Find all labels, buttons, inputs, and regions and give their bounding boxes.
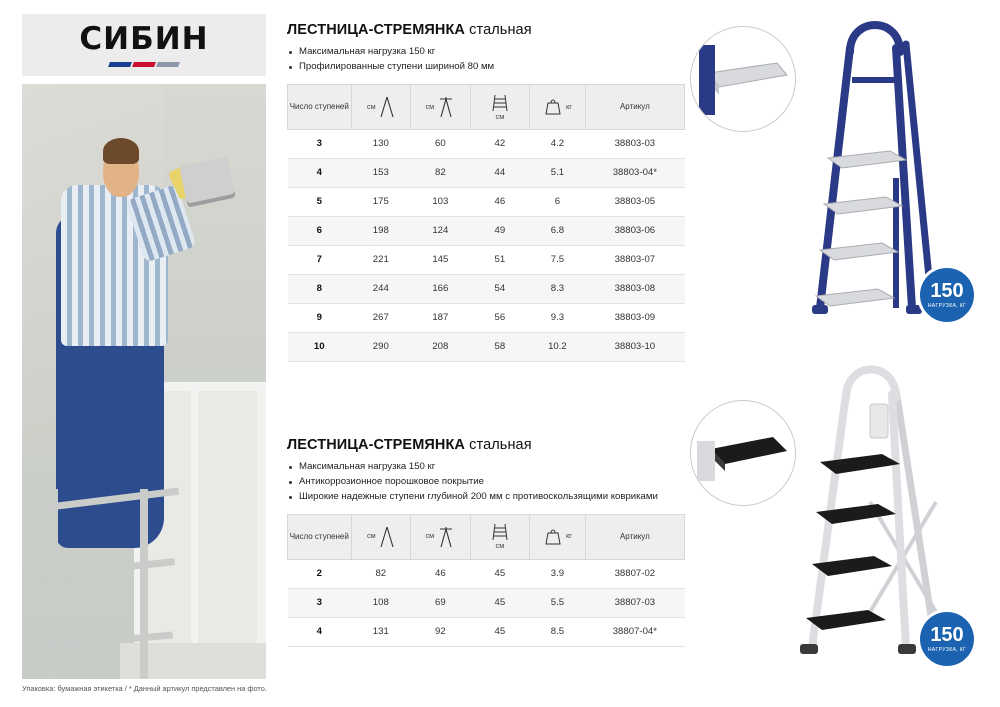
col-height: см [351,84,411,129]
brand-stripes [108,62,180,67]
table-row: 10 290 208 58 10.2 38803-10 [288,332,685,361]
feature-item: Максимальная нагрузка 150 кг [287,45,685,60]
weight-icon [543,98,563,115]
col-height: см [351,514,411,559]
feature-list-1 [287,45,685,75]
table-row: 4 131 92 45 8.5 38807-04* [288,617,685,646]
spec-table-1 [287,84,685,362]
col-steps-count: Число ступеней [288,84,352,129]
height-icon [379,526,395,548]
feature-item: Антикоррозионное порошковое покрытие [287,475,685,490]
table-row: 3 130 60 42 4.2 38803-03 [288,129,685,158]
col-width: см [470,84,530,129]
spec-table-2 [287,514,685,647]
worker-on-stepladder-photo [22,84,266,679]
width-icon [490,93,510,113]
width-icon [490,522,510,542]
table-row: 6 198 124 49 6.8 38803-06 [288,216,685,245]
step-detail-callout-1 [690,26,796,132]
height-icon [379,96,395,118]
col-article: Артикул [585,514,684,559]
spec-table-2-body [288,559,685,646]
feature-item: Максимальная нагрузка 150 кг [287,460,685,475]
feature-list-2 [287,460,685,505]
col-steps-count: Число ступеней [288,514,352,559]
col-width: см [470,514,530,559]
table-row: 2 82 46 45 3.9 38807-02 [288,559,685,588]
table-header-row [288,84,685,129]
feature-item: Широкие надежные ступени глубиной 200 мм с противоскользящими ковриками [287,490,685,505]
col-article: Артикул [585,84,684,129]
weight-icon [543,528,563,545]
load-badge-2: 150 НАГРУЗКА, КГ [920,612,974,666]
col-folded-height: см [411,84,471,129]
product-block-2 [287,437,685,647]
brand-name: СИБИН [79,20,209,57]
table-row: 4 153 82 44 5.1 38803-04* [288,158,685,187]
packaging-footnote: Упаковка: бумажная этикетка / * Данный артикул представлен на фото. [22,684,267,693]
table-row: 7 221 145 51 7.5 38803-07 [288,245,685,274]
spec-table-1-body [288,129,685,361]
col-folded-height: см [411,514,471,559]
col-weight: кг [530,514,586,559]
table-row: 5 175 103 46 6 38803-05 [288,187,685,216]
folded-height-icon [437,96,455,118]
table-row: 3 108 69 45 5.5 38807-03 [288,588,685,617]
step-detail-callout-2 [690,400,796,506]
table-row: 9 267 187 56 9.3 38803-09 [288,303,685,332]
table-header-row [288,514,685,559]
load-badge-1: 150 НАГРУЗКА, КГ [920,268,974,322]
brand-logo [22,14,266,76]
col-weight: кг [530,84,586,129]
product-title-1: ЛЕСТНИЦА-СТРЕМЯНКА стальная [287,22,532,38]
feature-item: Профилированные ступени шириной 80 мм [287,60,685,75]
product-block-1 [287,22,685,362]
product-title-2: ЛЕСТНИЦА-СТРЕМЯНКА стальная [287,437,532,453]
folded-height-icon [437,526,455,548]
table-row: 8 244 166 54 8.3 38803-08 [288,274,685,303]
